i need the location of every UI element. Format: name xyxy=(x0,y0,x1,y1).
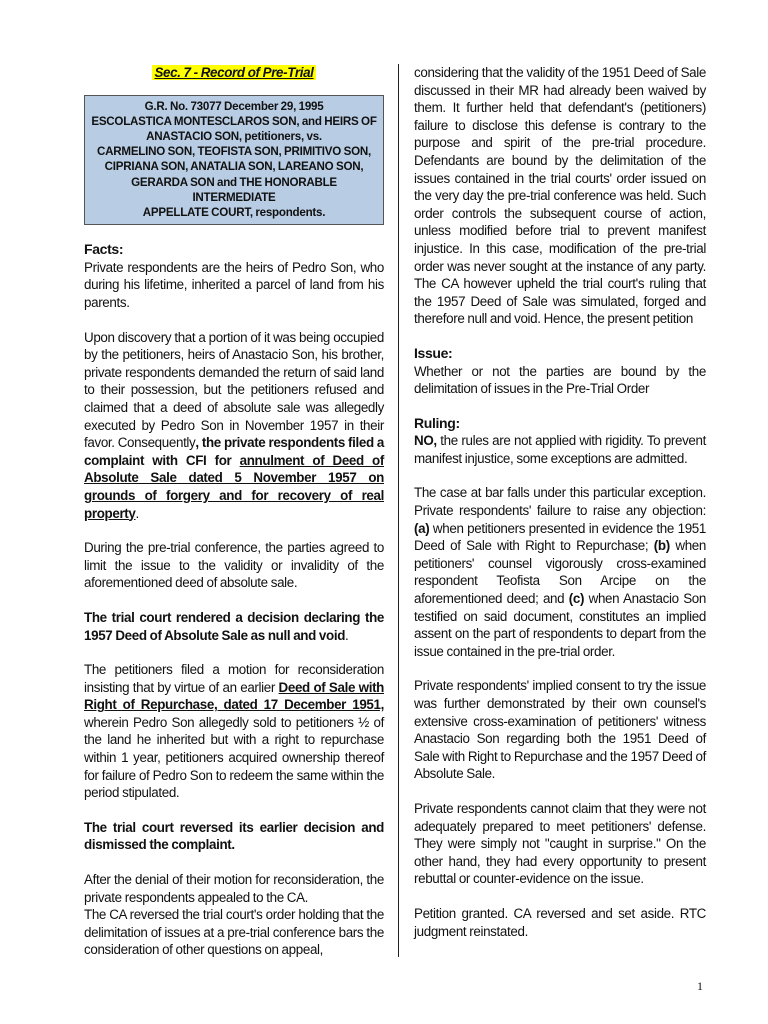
facts-bold-underlined-text: annulment of Deed of Absolute Sale dated 5 November 1957 on grounds of forgery and for recovery of real property xyxy=(84,452,384,521)
right-column xyxy=(414,64,706,940)
issue-paragraph: Whether or not the parties are bound by the delimitation of issues in the Pre-Trial Order xyxy=(414,363,706,397)
page-number: 1 xyxy=(697,979,703,993)
facts-bold-underlined-text: Deed of Sale with Right of Repurchase, dated 17 December 1951, xyxy=(84,679,385,713)
ruling-paragraph: Private respondents' implied consent to try the issue was further demonstrated by their own counsel's extensive cross-examination of petitioners' witness Anastacio Son regarding both the 1951 Deed of Sale with Right to Repurchase and the 1957 Deed of Absolute Sale. xyxy=(414,678,706,782)
facts-bold-text: The trial court rendered a decision declaring the 1957 Deed of Absolute Sale as null and void xyxy=(84,609,384,643)
facts-paragraph: The trial court reversed its earlier decision and dismissed the complaint. xyxy=(84,819,384,853)
facts-paragraph: considering that the validity of the 1951 Deed of Sale discussed in their MR had already been waived by them. It further held that defendant's (petitioners) failure to disclose this defense is contrary to the purpose and spirit of the pre-trial procedure. Defendants are bound by the delimitation of the issues contained in the trial courts' order issued on the very day the pre-trial conference was held. Such order controls the subsequent course of action, unless modified before trial to prevent manifest injustice. In this case, modification of the pre-trial order was never sought at the instance of any party. The CA however upheld the trial court's ruling that the 1957 Deed of Sale was simulated, forged and therefore null and void. Hence, the present petition xyxy=(414,65,706,327)
facts-text: The petitioners filed a motion for reconsideration insisting that by virtue of an earlier xyxy=(84,662,384,695)
facts-heading: Facts: xyxy=(84,241,124,258)
case-header-line: APPELLATE COURT, respondents. xyxy=(142,206,326,220)
case-header-line: CIPRIANA SON, ANATALIA SON, LAREANO SON, xyxy=(104,160,364,174)
facts-paragraph xyxy=(84,661,384,802)
ruling-text: when petitioners' counsel vigorously cross-examined respondent Teofista Son Arcipe on the aforementioned deed; and xyxy=(414,538,706,607)
facts-text: wherein Pedro Son allegedly sold to petitioners ½ of the land he inherited but with a right to repurchase within 1 year, petitioners acquired ownership thereof for failure of Pedro Son to redeem the same within the period stipulated. xyxy=(84,714,384,801)
case-header-line: G.R. No. 73077 December 29, 1995 xyxy=(144,99,324,113)
left-column xyxy=(84,64,384,959)
section-title: Sec. 7 - Record of Pre-Trial xyxy=(154,65,314,80)
ruling-text: the rules are not applied with rigidity. To prevent manifest injustice, some exceptions are admitted. xyxy=(414,433,706,466)
facts-text: Upon discovery that a portion of it was being occupied by the petitioners, heirs of Anastacio Son, his brother, private respondents demanded the return of said land to their possession, but the petitioners refused and claimed that a deed of absolute sale was allegedly executed by Pedro Son in November 1957 in their favor. Consequently xyxy=(84,329,384,451)
ruling-paragraph: Private respondents cannot claim that they were not adequately prepared to meet petitioners' defense. They were simply not "caught in surprise." On the other hand, they had every opportunity to present rebuttal or counter-evidence on the issue. xyxy=(414,800,706,887)
ruling-text: The case at bar falls under this particular exception. Private respondents' failure to raise any objection: xyxy=(414,485,706,519)
case-header-line: ESCOLASTICA MONTESCLAROS SON, and HEIRS OF xyxy=(91,114,377,128)
facts-bold-text: , the private respondents filed a complaint with CFI for xyxy=(84,435,384,468)
facts-paragraph xyxy=(84,329,384,523)
facts-paragraph xyxy=(84,609,384,644)
ruling-bold-text: NO, xyxy=(414,433,437,449)
facts-paragraph: During the pre-trial conference, the parties agreed to limit the issue to the validity or invalidity of the aforementioned deed of absolute sale. xyxy=(84,540,384,591)
ruling-bold-text: (b) xyxy=(653,538,670,554)
issue-heading: Issue: xyxy=(414,344,453,361)
facts-text: . xyxy=(135,505,139,521)
ruling-text: when Anastacio Son testified on said document, constitutes an implied assent on the part of respondents to depart from the issue contained in the pre-trial order. xyxy=(414,591,706,659)
ruling-paragraph xyxy=(414,432,706,467)
facts-text: . xyxy=(345,627,349,643)
section-title-wrap xyxy=(84,64,384,82)
ruling-bold-text: (a) xyxy=(414,520,430,536)
column-divider xyxy=(398,64,399,957)
ruling-paragraph: Petition granted. CA reversed and set aside. RTC judgment reinstated. xyxy=(414,905,706,939)
case-header-line: ANASTACIO SON, petitioners, vs. xyxy=(146,130,322,143)
ruling-paragraph xyxy=(414,484,706,660)
case-header-line: GERARDA SON and THE HONORABLE INTERMEDIATE xyxy=(131,175,337,204)
facts-paragraph: After the denial of their motion for reconsideration, the private respondents appealed to the CA. xyxy=(84,872,384,905)
ruling-text: when petitioners presented in evidence the 1951 Deed of Sale with Right to Repurchase; xyxy=(414,520,706,554)
case-header-box xyxy=(84,95,384,226)
facts-paragraph: The CA reversed the trial court's order holding that the delimitation of issues at a pre-trial conference bars the consideration of other questions on appeal, xyxy=(84,907,384,958)
case-header-line: CARMELINO SON, TEOFISTA SON, PRIMITIVO SON, xyxy=(97,145,371,159)
ruling-bold-text: (c) xyxy=(568,591,585,607)
facts-paragraph: Private respondents are the heirs of Pedro Son, who during his lifetime, inherited a parcel of land from his parents. xyxy=(84,259,384,310)
ruling-heading: Ruling: xyxy=(414,414,460,431)
